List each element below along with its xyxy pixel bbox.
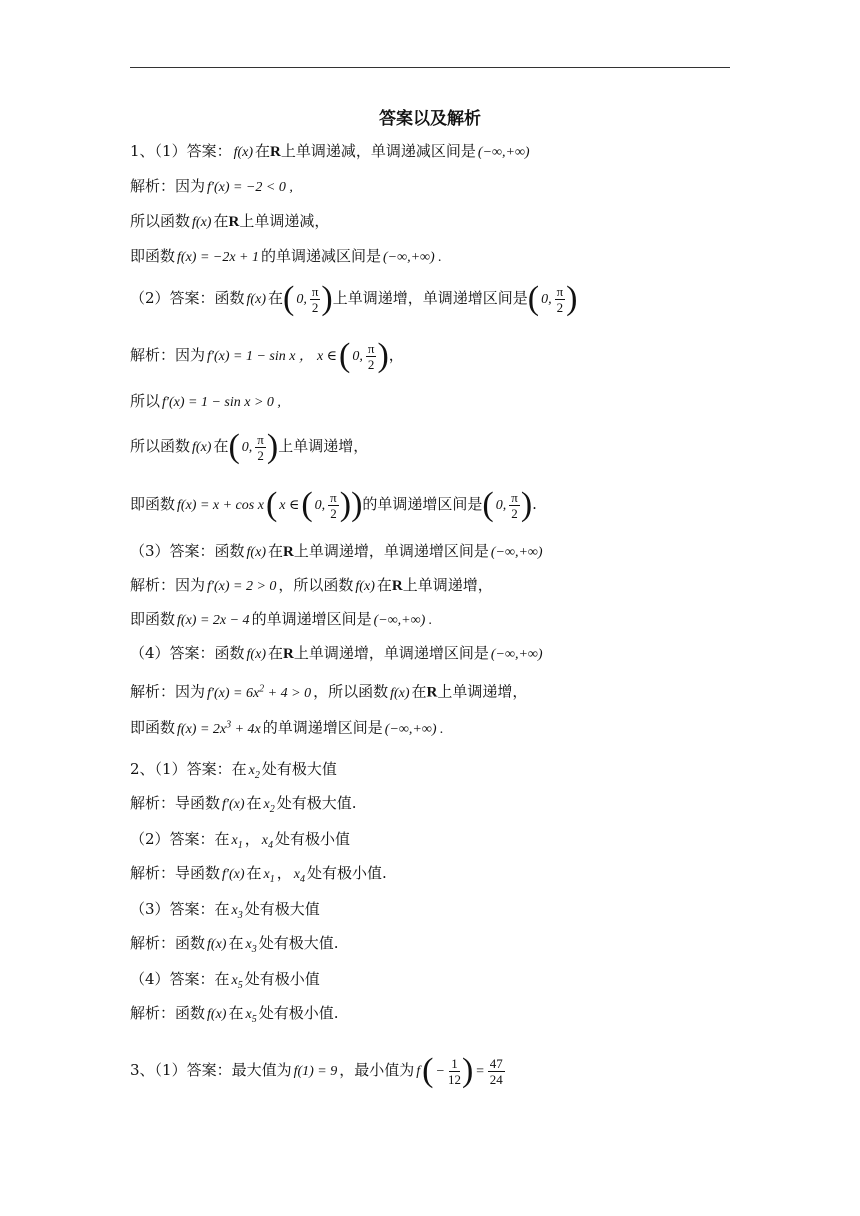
math: (−∞,+∞) bbox=[490, 545, 543, 560]
close-paren: ) bbox=[377, 337, 389, 374]
subscript: 1 bbox=[237, 839, 243, 851]
open-paren: ( bbox=[283, 280, 295, 317]
text: 的单调递增区间是 bbox=[362, 495, 483, 513]
answer-line bbox=[130, 140, 532, 162]
math: (−∞,+∞) bbox=[477, 145, 530, 160]
text: 在 bbox=[228, 1004, 244, 1022]
math: x bbox=[245, 937, 252, 952]
numerator: π bbox=[257, 431, 264, 447]
denominator: 2 bbox=[556, 299, 564, 315]
math: f′(x) = 1 − sin x ， bbox=[207, 349, 313, 364]
text: 在 bbox=[411, 682, 427, 701]
text: 解析：因为 bbox=[130, 682, 206, 701]
text: 在 bbox=[213, 437, 229, 455]
math: f′(x) = −2 < 0 , bbox=[207, 180, 293, 195]
math: f(1) = 9 bbox=[293, 1064, 338, 1079]
text: 处有极大值. bbox=[258, 934, 339, 952]
math: x ∈ bbox=[316, 349, 338, 364]
math: f bbox=[416, 1064, 421, 1079]
math: + 4 > 0 bbox=[267, 685, 312, 701]
answer-line bbox=[130, 1048, 506, 1092]
close-paren: ) bbox=[321, 280, 333, 317]
open-paren: ( bbox=[527, 280, 540, 317]
numerator: 1 bbox=[451, 1055, 458, 1071]
text: 处有极大值 bbox=[261, 760, 337, 778]
math: (−∞,+∞) . bbox=[384, 721, 444, 737]
text: 在 bbox=[255, 142, 271, 160]
subscript: 4 bbox=[268, 839, 273, 851]
analysis-line bbox=[130, 333, 404, 377]
text: 2、（1）答案：在 bbox=[130, 760, 247, 778]
text: 处有极小值 bbox=[244, 970, 320, 988]
numerator: π bbox=[330, 489, 337, 505]
text: 所以 bbox=[130, 392, 161, 410]
math: x bbox=[231, 973, 238, 988]
analysis-line bbox=[130, 608, 434, 630]
math: − bbox=[435, 1064, 445, 1079]
text: ， bbox=[276, 864, 292, 882]
math: f(x) bbox=[233, 145, 254, 160]
text: 在 bbox=[213, 212, 229, 230]
close-paren: ) bbox=[566, 280, 578, 317]
text: 上单调递减，单调递减区间是 bbox=[280, 142, 476, 160]
math: f(x) = 2x − 4 bbox=[177, 613, 250, 628]
real-set: R bbox=[426, 684, 438, 701]
subscript: 2 bbox=[254, 769, 260, 781]
analysis-line bbox=[130, 862, 387, 884]
math: f′(x) = 2 > 0 bbox=[207, 579, 277, 594]
math: 0, bbox=[241, 440, 253, 455]
math: (−∞,+∞) . bbox=[373, 613, 433, 628]
numerator: π bbox=[556, 283, 564, 299]
math: f(x) bbox=[390, 685, 410, 701]
text: （2）答案：函数 bbox=[130, 289, 245, 307]
math: f(x) bbox=[207, 937, 227, 952]
subscript: 3 bbox=[251, 943, 257, 955]
text: 处有极小值. bbox=[258, 1004, 339, 1022]
analysis-line bbox=[130, 175, 295, 197]
denominator: 12 bbox=[447, 1071, 461, 1087]
open-paren: ( bbox=[265, 486, 278, 523]
math: 0, bbox=[541, 292, 552, 307]
numerator: π bbox=[511, 489, 518, 505]
analysis-line bbox=[130, 482, 537, 526]
math: f′(x) bbox=[222, 867, 245, 882]
fraction bbox=[509, 490, 520, 521]
denominator: 2 bbox=[330, 505, 337, 521]
text: 解析：因为 bbox=[130, 177, 206, 195]
text: 上单调递增，单调递增区间是 bbox=[332, 289, 528, 307]
numerator: π bbox=[311, 283, 319, 299]
fraction bbox=[328, 490, 339, 521]
text: 的单调递增区间是 bbox=[262, 718, 383, 737]
real-set: R bbox=[228, 214, 240, 230]
text: 所以函数 bbox=[130, 212, 191, 230]
numerator: 47 bbox=[489, 1055, 503, 1071]
real-set: R bbox=[283, 646, 294, 662]
text: 在 bbox=[376, 576, 392, 594]
text: 处有极大值. bbox=[276, 794, 357, 812]
text: . bbox=[532, 495, 537, 513]
text: 上单调递增， bbox=[278, 437, 369, 455]
text: 上单调递增，单调递增区间是 bbox=[293, 542, 489, 560]
analysis-line bbox=[130, 792, 357, 814]
text: 在 bbox=[267, 289, 283, 307]
denominator: 2 bbox=[311, 299, 319, 315]
text: （4）答案：在 bbox=[130, 970, 230, 988]
math: x bbox=[263, 867, 270, 882]
math: f(x) bbox=[207, 1007, 227, 1022]
text: 即函数 bbox=[130, 495, 176, 513]
open-paren: ( bbox=[482, 486, 494, 523]
analysis-line bbox=[130, 424, 368, 468]
text: （3）答案：函数 bbox=[130, 542, 245, 560]
fraction bbox=[255, 432, 266, 463]
analysis-line bbox=[130, 714, 445, 736]
math: f(x) bbox=[192, 215, 212, 230]
text: 的单调递增区间是 bbox=[251, 610, 372, 628]
fraction bbox=[488, 1056, 505, 1087]
real-set: R bbox=[270, 144, 281, 160]
math: 0, bbox=[296, 292, 307, 307]
math: x bbox=[263, 797, 270, 812]
answer-line bbox=[130, 898, 320, 920]
text: 所以函数 bbox=[130, 437, 191, 455]
math: x bbox=[293, 867, 300, 882]
open-paren: ( bbox=[301, 486, 313, 523]
answer-line bbox=[130, 828, 350, 850]
text: 解析：导函数 bbox=[130, 794, 221, 812]
subscript: 2 bbox=[269, 803, 275, 815]
open-paren: ( bbox=[339, 337, 351, 374]
math: f(x) = −2x + 1 bbox=[177, 250, 259, 265]
subscript: 4 bbox=[299, 873, 305, 885]
math: f(x) = x + cos x bbox=[177, 498, 264, 513]
text: 上单调递增，单调递增区间是 bbox=[293, 644, 489, 662]
math: 0, bbox=[495, 498, 507, 513]
math: 0, bbox=[314, 498, 326, 513]
text: 解析：因为 bbox=[130, 576, 206, 594]
analysis-line bbox=[130, 1002, 338, 1024]
real-set: R bbox=[391, 578, 403, 594]
text: 在 bbox=[267, 542, 283, 560]
math: f(x) = 2x bbox=[177, 721, 227, 737]
page-title: 答案以及解析 bbox=[379, 109, 481, 129]
analysis-line bbox=[130, 574, 493, 596]
math: = bbox=[475, 1064, 485, 1079]
exponent: 3 bbox=[226, 719, 232, 730]
math: f′(x) = 6x bbox=[207, 685, 260, 701]
text: 解析：函数 bbox=[130, 1004, 206, 1022]
denominator: 2 bbox=[257, 447, 264, 463]
analysis-line bbox=[130, 932, 338, 954]
denominator: 24 bbox=[489, 1071, 503, 1087]
math: x bbox=[248, 763, 255, 778]
text: 在 bbox=[228, 934, 244, 952]
fraction bbox=[310, 284, 321, 315]
math: x bbox=[261, 833, 268, 848]
text: 即函数 bbox=[130, 718, 176, 737]
subscript: 3 bbox=[237, 909, 243, 921]
subscript: 1 bbox=[269, 873, 275, 885]
math: f(x) bbox=[246, 292, 266, 307]
math: 0, bbox=[352, 349, 363, 364]
real-set: R bbox=[283, 544, 294, 560]
text: ，最小值为 bbox=[339, 1061, 415, 1079]
close-paren: ) bbox=[339, 486, 352, 523]
answer-line bbox=[130, 642, 545, 664]
open-paren: ( bbox=[228, 428, 240, 465]
text: 在 bbox=[246, 794, 262, 812]
text: （4）答案：函数 bbox=[130, 644, 245, 662]
fraction bbox=[555, 284, 566, 315]
text: （3）答案：在 bbox=[130, 900, 230, 918]
text: 解析：导函数 bbox=[130, 864, 221, 882]
math: (−∞,+∞) . bbox=[383, 250, 442, 265]
math: x ∈ bbox=[279, 498, 300, 513]
math: f(x) bbox=[355, 579, 375, 594]
text: 处有极小值. bbox=[306, 864, 387, 882]
analysis-line bbox=[130, 210, 329, 232]
text: （2）答案：在 bbox=[130, 830, 230, 848]
denominator: 2 bbox=[511, 505, 518, 521]
math: f′(x) = 1 − sin x > 0 , bbox=[162, 395, 281, 410]
text: ，所以函数 bbox=[313, 682, 389, 701]
header-rule bbox=[130, 67, 730, 68]
text: 在 bbox=[267, 644, 283, 662]
numerator: π bbox=[367, 340, 375, 356]
math: f(x) bbox=[192, 440, 212, 455]
math: + 4x bbox=[234, 721, 261, 737]
text: 的单调递减区间是 bbox=[261, 247, 382, 265]
text: 处有极大值 bbox=[244, 900, 320, 918]
text: 解析：函数 bbox=[130, 934, 206, 952]
math: f(x) bbox=[246, 545, 266, 560]
text: ， bbox=[388, 346, 404, 364]
text: ，所以函数 bbox=[278, 576, 354, 594]
answer-line bbox=[130, 540, 545, 562]
exponent: 2 bbox=[259, 683, 265, 694]
text: 上单调递增， bbox=[437, 682, 528, 701]
text: 上单调递减， bbox=[239, 212, 330, 230]
answer-line bbox=[130, 758, 337, 780]
close-paren: ) bbox=[520, 486, 533, 523]
text: 解析：因为 bbox=[130, 346, 206, 364]
text: 1、（1）答案： bbox=[130, 142, 232, 160]
math: (−∞,+∞) bbox=[490, 647, 543, 662]
analysis-line bbox=[130, 678, 527, 700]
close-paren: ) bbox=[266, 428, 279, 465]
math: f(x) bbox=[246, 647, 266, 662]
denominator: 2 bbox=[367, 356, 375, 372]
analysis-line bbox=[130, 245, 444, 267]
close-paren: ) bbox=[461, 1052, 474, 1089]
text: 3、（1）答案：最大值为 bbox=[130, 1061, 292, 1079]
fraction bbox=[448, 1056, 461, 1087]
analysis-line bbox=[130, 390, 283, 412]
subscript: 5 bbox=[237, 979, 243, 991]
text: 即函数 bbox=[130, 610, 176, 628]
answer-line bbox=[130, 968, 320, 990]
answer-line bbox=[130, 276, 577, 320]
text: 在 bbox=[246, 864, 262, 882]
math: x bbox=[231, 903, 238, 918]
open-paren: ( bbox=[422, 1052, 434, 1089]
text: 上单调递增， bbox=[402, 576, 493, 594]
text: 处有极小值 bbox=[275, 830, 351, 848]
close-paren: ) bbox=[351, 486, 363, 523]
fraction bbox=[366, 341, 377, 372]
math: f′(x) bbox=[222, 797, 245, 812]
subscript: 5 bbox=[251, 1013, 257, 1025]
math: x bbox=[231, 833, 238, 848]
text: 即函数 bbox=[130, 247, 176, 265]
text: ， bbox=[244, 830, 260, 848]
math: x bbox=[245, 1007, 252, 1022]
